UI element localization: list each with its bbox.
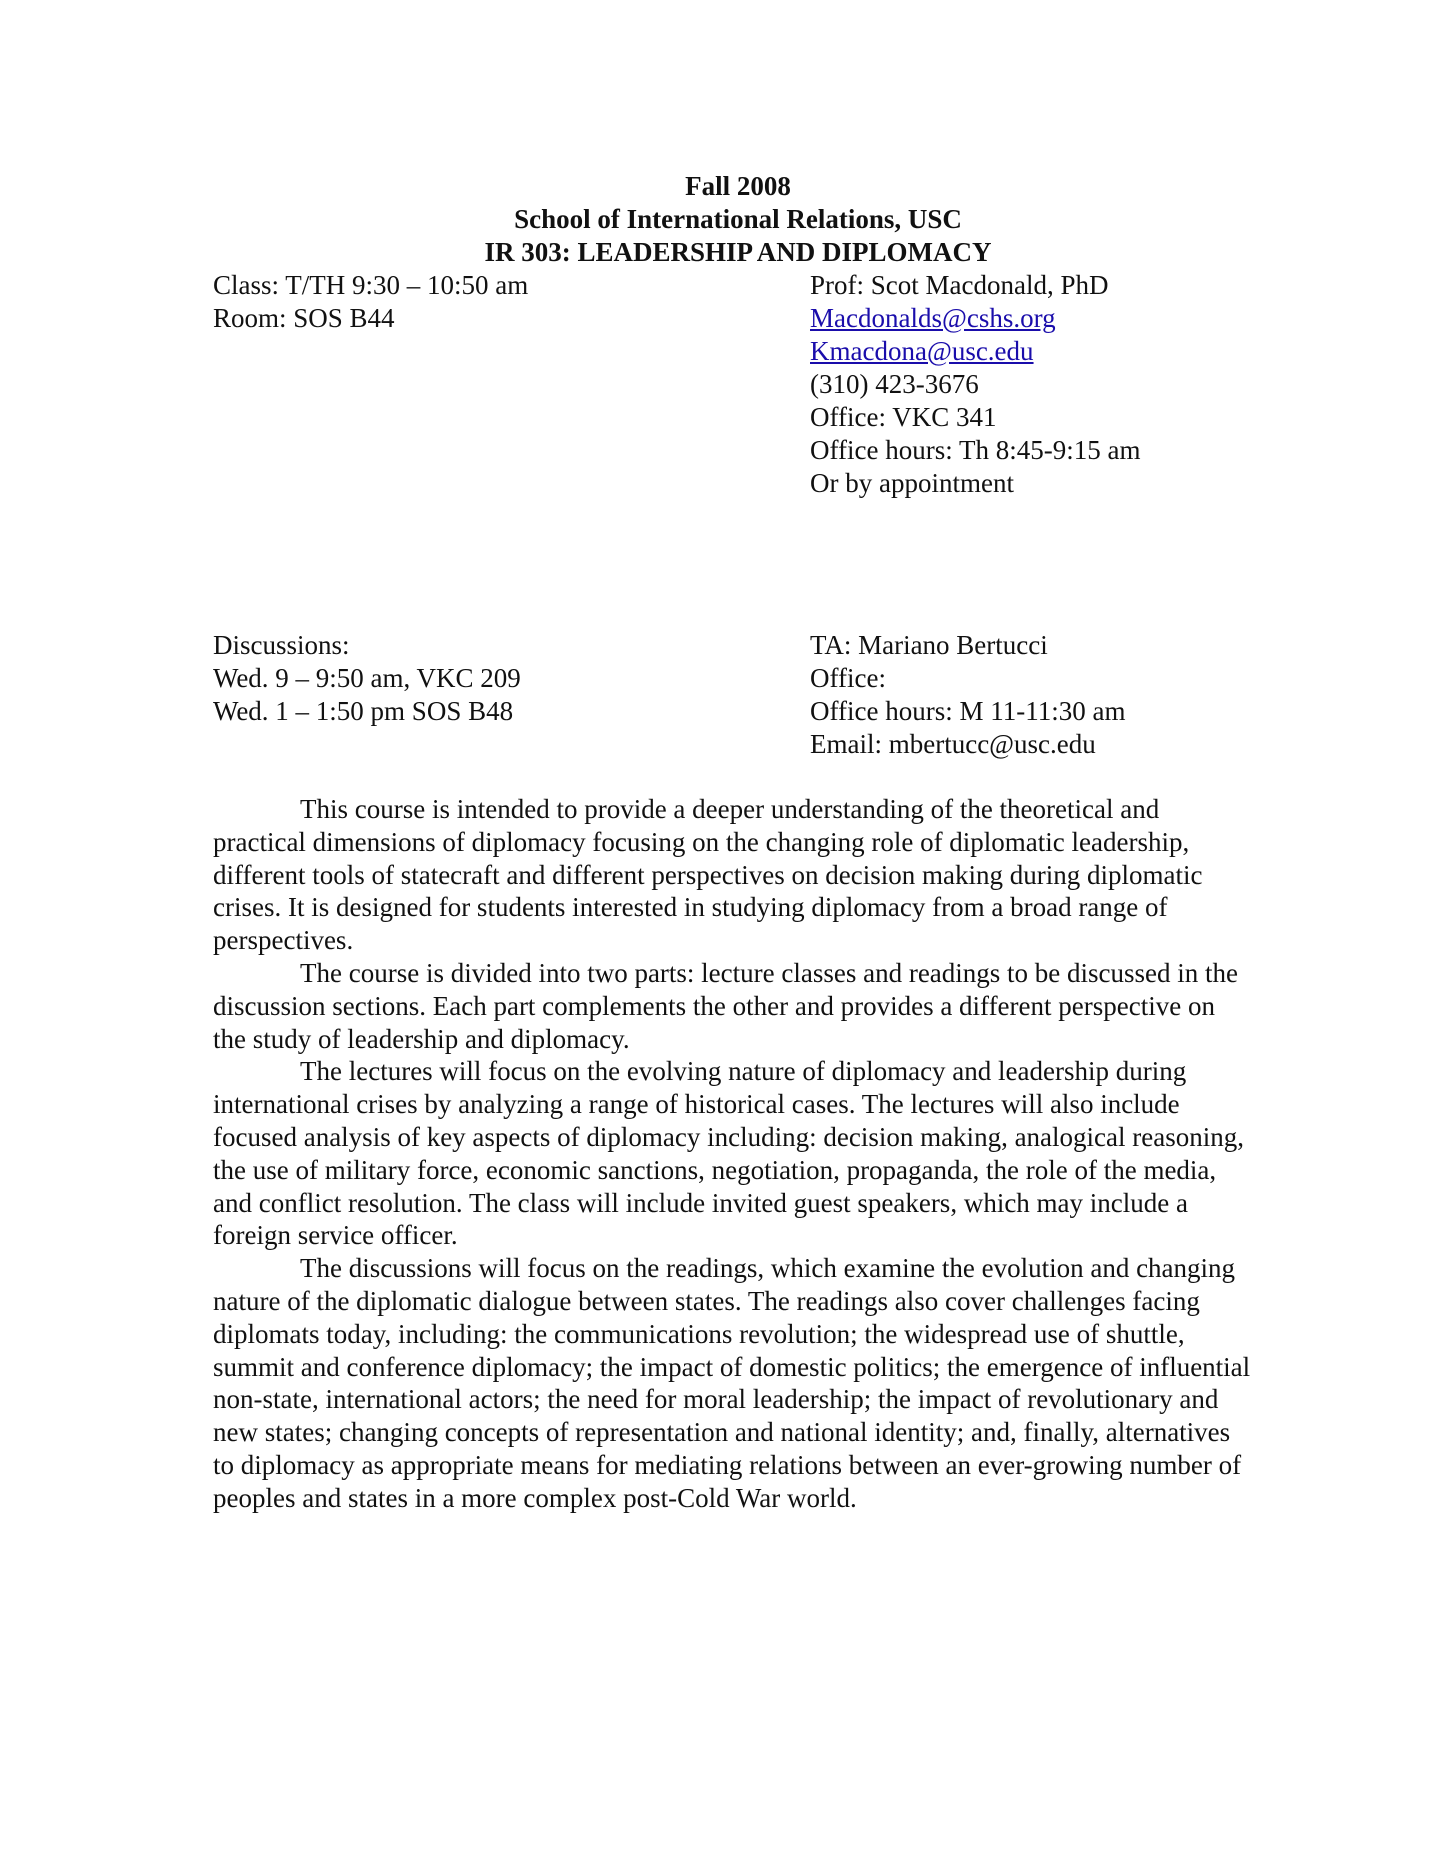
professor-office-hours: Office hours: Th 8:45-9:15 am <box>810 435 1141 465</box>
discussions-column <box>213 629 773 728</box>
professor-appointment: Or by appointment <box>810 468 1014 498</box>
ta-office-hours: Office hours: M 11-11:30 am <box>810 696 1126 726</box>
class-room: Room: SOS B44 <box>213 303 395 333</box>
course-heading: IR 303: LEADERSHIP AND DIPLOMACY <box>484 237 992 267</box>
professor-phone: (310) 423-3676 <box>810 369 979 399</box>
description-paragraph: The lectures will focus on the evolving nature of diplomacy and leadership during international crises by analyzing a range of historical cases. The lectures will also include focused analysis of key aspects of diplomacy including: decision making, analogical reasoning, the use of military force, economic sanctions, negotiation, propaganda, the role of the media, and conflict resolution. The class will include invited guest speakers, which may include a foreign service officer. <box>213 1056 1244 1251</box>
ta-office: Office: <box>810 663 886 693</box>
professor-office: Office: VKC 341 <box>810 402 997 432</box>
ta-column <box>810 629 1250 761</box>
class-time: Class: T/TH 9:30 – 10:50 am <box>213 270 529 300</box>
discussion-section-1: Wed. 9 – 9:50 am, VKC 209 <box>213 663 521 693</box>
school-heading: School of International Relations, USC <box>514 204 962 234</box>
document-header <box>203 170 1273 269</box>
professor-email-link-1[interactable]: Macdonalds@cshs.org <box>810 303 1056 333</box>
professor-email-link-2[interactable]: Kmacdona@usc.edu <box>810 336 1034 366</box>
ta-name: TA: Mariano Bertucci <box>810 630 1048 660</box>
syllabus-page <box>213 170 1253 1513</box>
professor-info-column <box>810 269 1250 500</box>
discussion-section-2: Wed. 1 – 1:50 pm SOS B48 <box>213 696 514 726</box>
discussions-label: Discussions: <box>213 630 350 660</box>
professor-name: Prof: Scot Macdonald, PhD <box>810 270 1109 300</box>
course-description <box>213 793 1253 1515</box>
ta-email: Email: mbertucc@usc.edu <box>810 729 1096 759</box>
description-paragraph: This course is intended to provide a deeper understanding of the theoretical and practical dimensions of diplomacy focusing on the changing role of diplomatic leadership, different tools of statecraft and different perspectives on decision making during diplomatic crises. It is designed for students interested in studying diplomacy from a broad range of perspectives. <box>213 794 1203 956</box>
description-paragraph: The course is divided into two parts: lecture classes and readings to be discussed in the discussion sections. Each part complements the other and provides a different perspective on the study of leadership and diplomacy. <box>213 957 1239 1054</box>
description-paragraph: The discussions will focus on the readings, which examine the evolution and changing nature of the diplomatic dialogue between states. The readings also cover challenges facing diplomats today, including: the communications revolution; the widespread use of shuttle, summit and conference diplomacy; the impact of domestic politics; the emergence of influential non-state, international actors; the need for moral leadership; the impact of revolutionary and new states; changing concepts of representation and national identity; and, finally, alternatives to diplomacy as appropriate means for mediating relations between an ever-growing number of peoples and states in a more complex post-Cold War world. <box>213 1253 1251 1513</box>
class-info-column <box>213 269 773 335</box>
term-heading: Fall 2008 <box>685 171 791 201</box>
